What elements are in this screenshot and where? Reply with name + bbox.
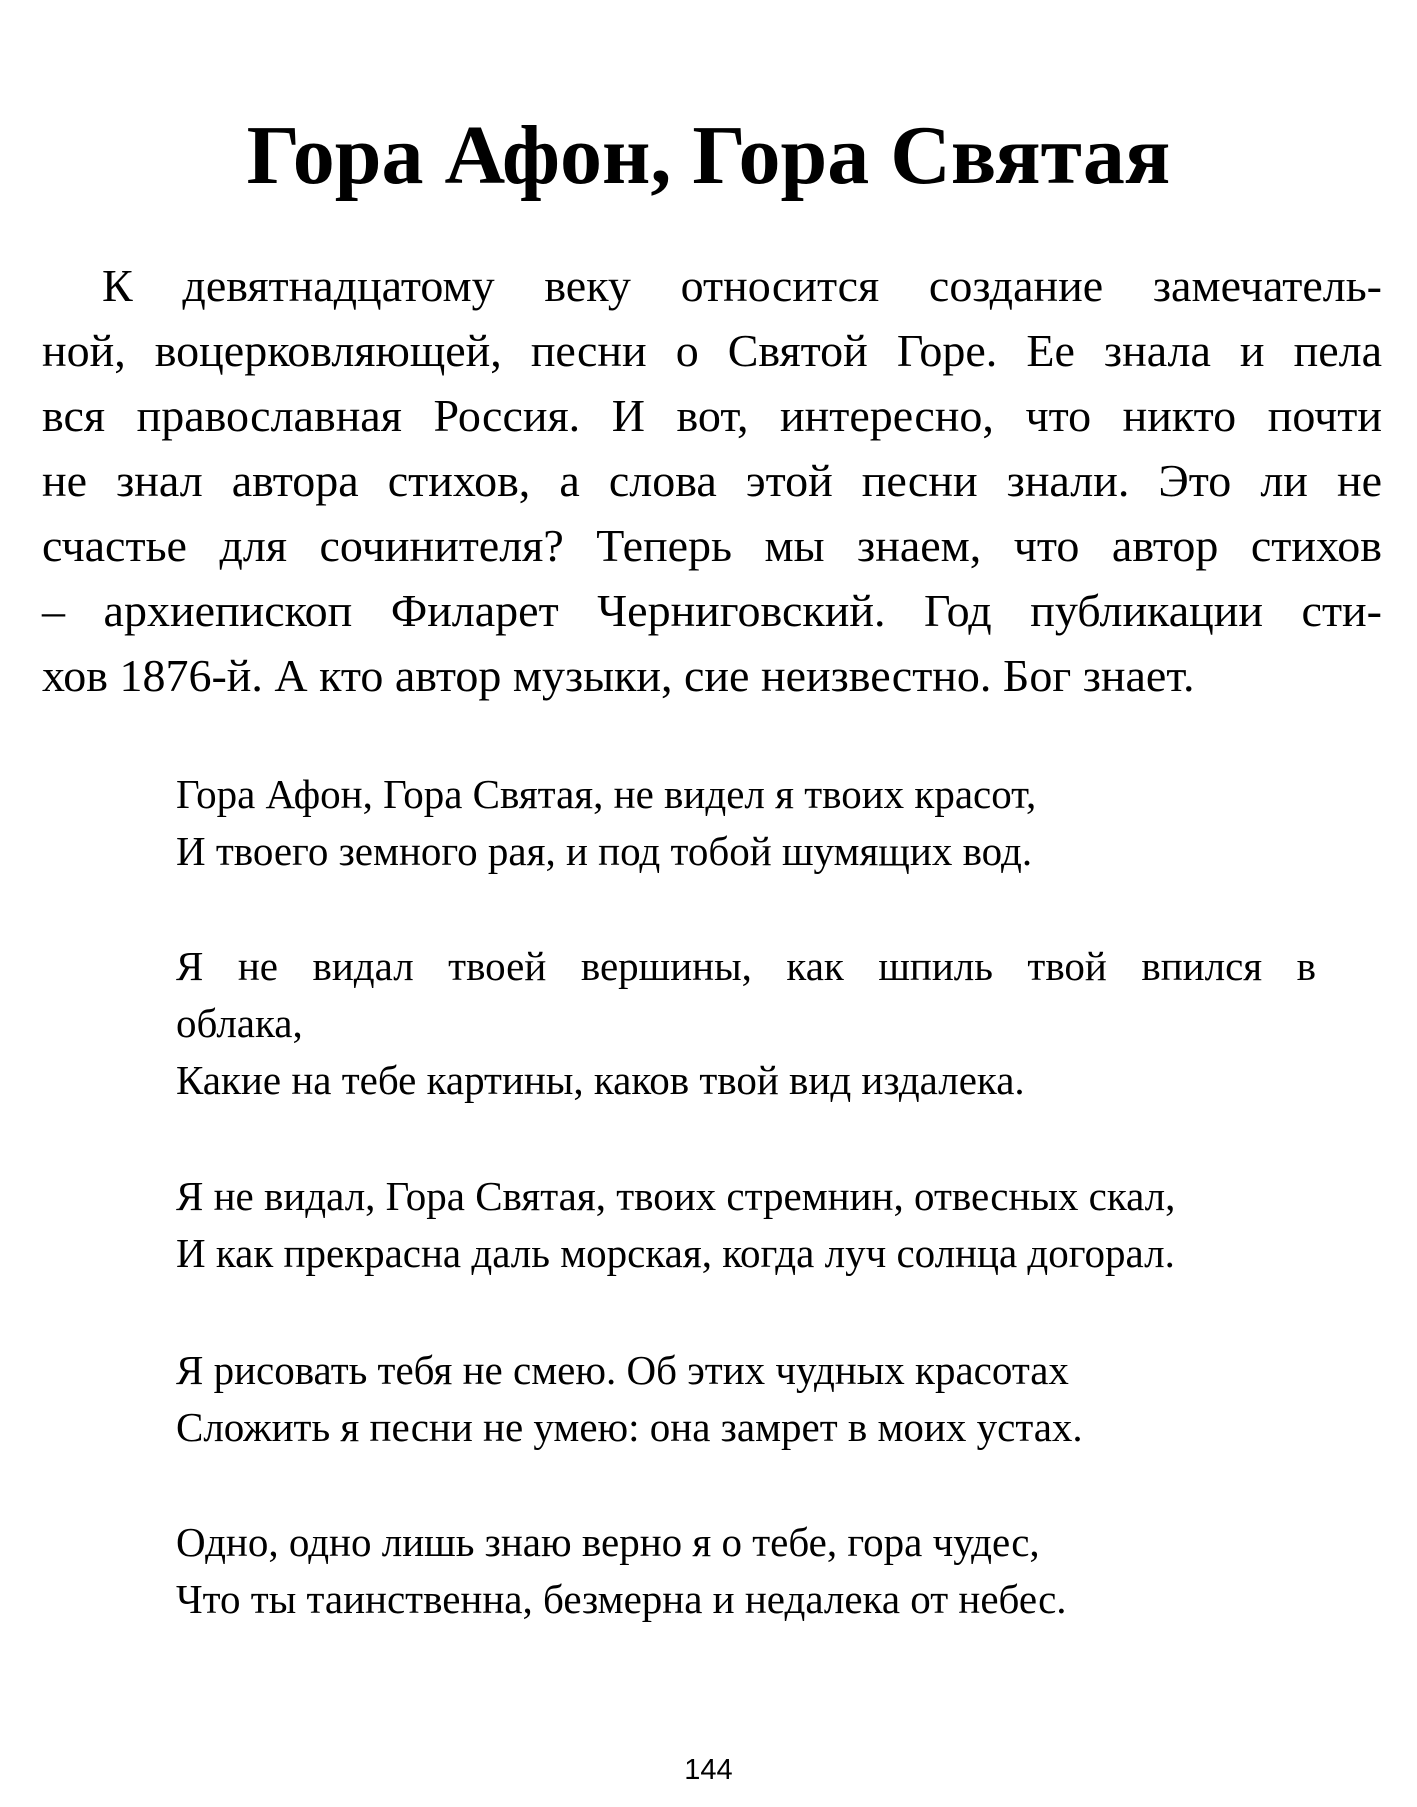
poem-line: Что ты таинственна, безмерна и недалека от небес. — [176, 1576, 1067, 1622]
poem-line: Какие на тебе картины, каков твой вид издалека. — [176, 1057, 1025, 1103]
poem-line: Я рисовать тебя не смею. Об этих чудных красотах — [176, 1347, 1069, 1393]
page-title: Гора Афон, Гора Святая — [246, 109, 1171, 202]
poem-stanza-2 — [176, 938, 1316, 1109]
poem-stanza-5 — [176, 1514, 1316, 1628]
poem-line: Я не видал твоей вершины, как шпиль твой впился в — [176, 943, 1316, 989]
poem-line: Одно, одно лишь знаю верно я о тебе, гора чудес, — [176, 1519, 1040, 1565]
intro-line: счастье для сочинителя? Теперь мы знаем, что автор стихов — [42, 520, 1382, 571]
intro-line: вся православная Россия. И вот, интересно, что никто почти — [42, 390, 1382, 441]
intro-line: ной, воцерковляющей, песни о Святой Горе. Ее знала и пела — [42, 325, 1382, 376]
page-number: 144 — [684, 1754, 733, 1786]
intro-line: хов 1876-й. А кто автор музыки, сие неизвестно. Бог знает. — [42, 650, 1195, 701]
poem-stanza-1 — [176, 766, 1316, 880]
poem-line: Гора Афон, Гора Святая, не видел я твоих красот, — [176, 771, 1037, 817]
poem-stanza-3 — [176, 1168, 1316, 1282]
intro-line: не знал автора стихов, а слова этой песни знали. Это ли не — [42, 455, 1382, 506]
poem-line: И как прекрасна даль морская, когда луч солнца догорал. — [176, 1230, 1175, 1276]
poem-stanza-4 — [176, 1342, 1316, 1456]
poem-line: Я не видал, Гора Святая, твоих стремнин, отвесных скал, — [176, 1173, 1176, 1219]
intro-line: К девятнадцатому веку относится создание замечатель- — [102, 260, 1382, 311]
intro-paragraph — [42, 253, 1382, 708]
poem-line: облака, — [176, 1000, 303, 1046]
poem-line: И твоего земного рая, и под тобой шумящих вод. — [176, 828, 1033, 874]
intro-line: – архиепископ Филарет Черниговский. Год публикации сти- — [42, 585, 1382, 636]
poem-line: Сложить я песни не умею: она замрет в моих устах. — [176, 1404, 1083, 1450]
